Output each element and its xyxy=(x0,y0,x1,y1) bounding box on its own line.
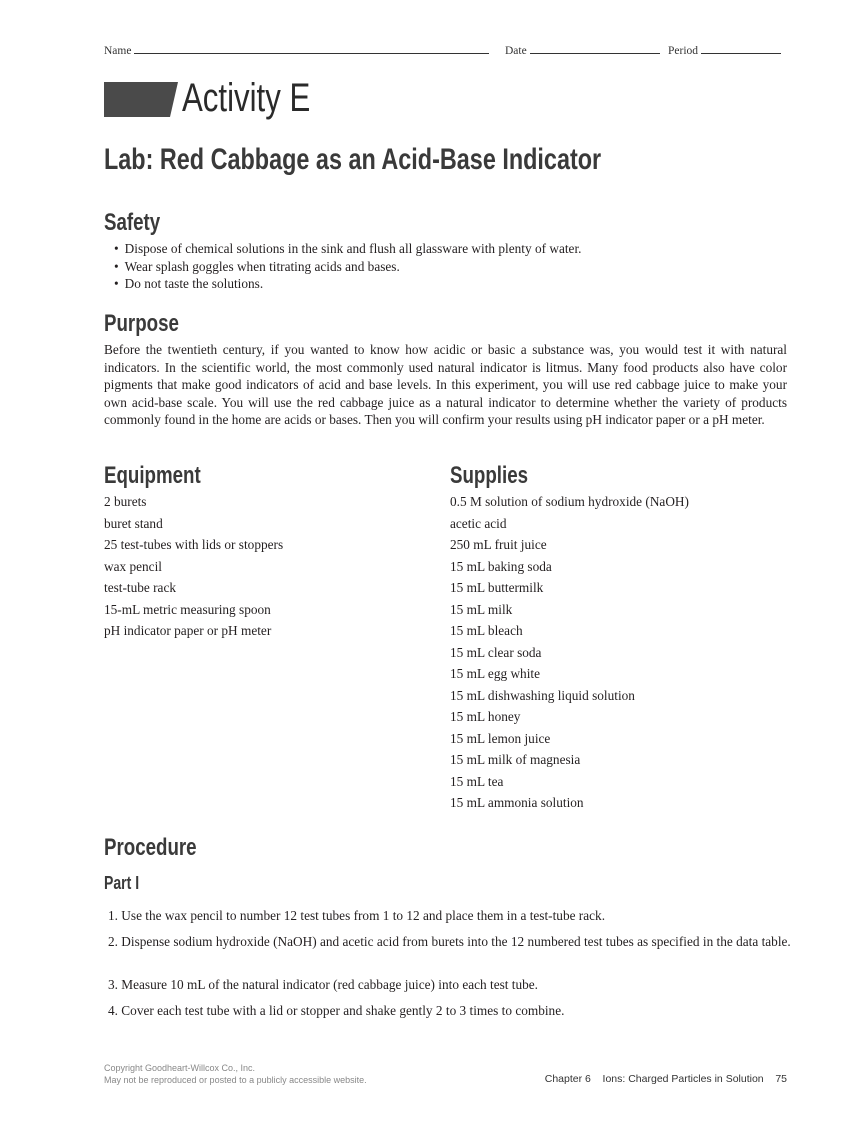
list-item: 2 burets xyxy=(104,494,147,509)
chapter-number: Chapter 6 xyxy=(544,1073,591,1085)
procedure-step: 3. Measure 10 mL of the natural indicator (red cabbage juice) into each test tube. xyxy=(108,977,539,992)
equipment-heading: Equipment xyxy=(104,462,201,489)
activity-label: Activity E xyxy=(182,76,311,120)
equipment-list xyxy=(104,491,283,642)
list-item: acetic acid xyxy=(450,515,507,531)
page-footer xyxy=(545,1073,787,1085)
procedure-step: 1. Use the wax pencil to number 12 test tubes from 1 to 12 and place them in a test-tube rack. xyxy=(108,908,606,923)
list-item: pH indicator paper or pH meter xyxy=(104,623,272,638)
name-label: Name xyxy=(104,45,132,57)
list-item: 15 mL honey xyxy=(450,709,521,724)
list-item: • Do not taste the solutions. xyxy=(114,275,581,293)
notice-text: May not be reproduced or posted to a publicly accessible website. xyxy=(104,1075,367,1085)
chapter-title: Ions: Charged Particles in Solution xyxy=(602,1073,764,1085)
supplies-heading: Supplies xyxy=(450,462,529,489)
safety-heading: Safety xyxy=(104,209,161,236)
copyright-notice xyxy=(104,1062,367,1086)
period-field[interactable] xyxy=(668,43,781,57)
list-item: 15 mL egg white xyxy=(450,666,540,681)
list-item: 15 mL ammonia solution xyxy=(450,795,584,810)
name-field[interactable] xyxy=(104,43,489,57)
list-item: 15 mL milk of magnesia xyxy=(450,752,581,767)
purpose-heading: Purpose xyxy=(104,310,179,337)
page-title: Lab: Red Cabbage as an Acid-Base Indicator xyxy=(104,143,602,176)
procedure-step: 4. Cover each test tube with a lid or stopper and shake gently 2 to 3 times to combine. xyxy=(108,1003,565,1018)
list-item: 15 mL bleach xyxy=(450,623,523,638)
date-field[interactable] xyxy=(505,43,660,57)
list-item: 15 mL dishwashing liquid solution xyxy=(450,687,635,703)
list-item: 25 test-tubes with lids or stoppers xyxy=(104,537,284,552)
list-item: 15 mL milk xyxy=(450,601,513,617)
list-item: • Wear splash goggles when titrating acids and bases. xyxy=(114,258,581,276)
copyright-text: Copyright Goodheart-Willcox Co., Inc. xyxy=(104,1063,256,1073)
list-item: 15 mL tea xyxy=(450,773,504,789)
list-item: 15 mL lemon juice xyxy=(450,730,551,746)
list-item: buret stand xyxy=(104,515,163,531)
list-item: wax pencil xyxy=(104,558,162,574)
supplies-list xyxy=(450,491,689,814)
list-item: 15 mL baking soda xyxy=(450,558,552,574)
procedure-heading: Procedure xyxy=(104,834,197,861)
list-item: 15 mL buttermilk xyxy=(450,580,544,595)
list-item: 15 mL clear soda xyxy=(450,644,542,660)
list-item: 0.5 M solution of sodium hydroxide (NaOH) xyxy=(450,494,689,509)
safety-list xyxy=(114,240,581,293)
purpose-text: Before the twentieth century, if you wanted to know how acidic or basic a substance was, you would test it with natural indicators. In the scientific world, the most commonly used natural indicator is litmus. Many food products also have color pigments that make good indicators of acid and base levels. In this experiment, you will use red cabbage juice to make your own acid-base scale. You will use the red cabbage juice as a natural indicator to determine whether the variety of products commonly found in the home are acids or bases. Then you will confirm your results using pH indicator paper or a pH meter. xyxy=(104,342,787,427)
list-item: test-tube rack xyxy=(104,580,176,595)
date-label: Date xyxy=(505,45,527,57)
period-label: Period xyxy=(668,45,699,57)
list-item: 250 mL fruit juice xyxy=(450,537,547,552)
procedure-step: 2. Dispense sodium hydroxide (NaOH) and acetic acid from burets into the 12 numbered test tubes as specified in the data table. xyxy=(108,934,791,949)
list-item: • Dispose of chemical solutions in the sink and flush all glassware with plenty of water. xyxy=(114,240,581,258)
list-item: 15-mL metric measuring spoon xyxy=(104,601,271,617)
page-number: 75 xyxy=(775,1073,787,1085)
activity-banner-icon xyxy=(104,82,178,117)
part-heading: Part I xyxy=(104,873,140,893)
